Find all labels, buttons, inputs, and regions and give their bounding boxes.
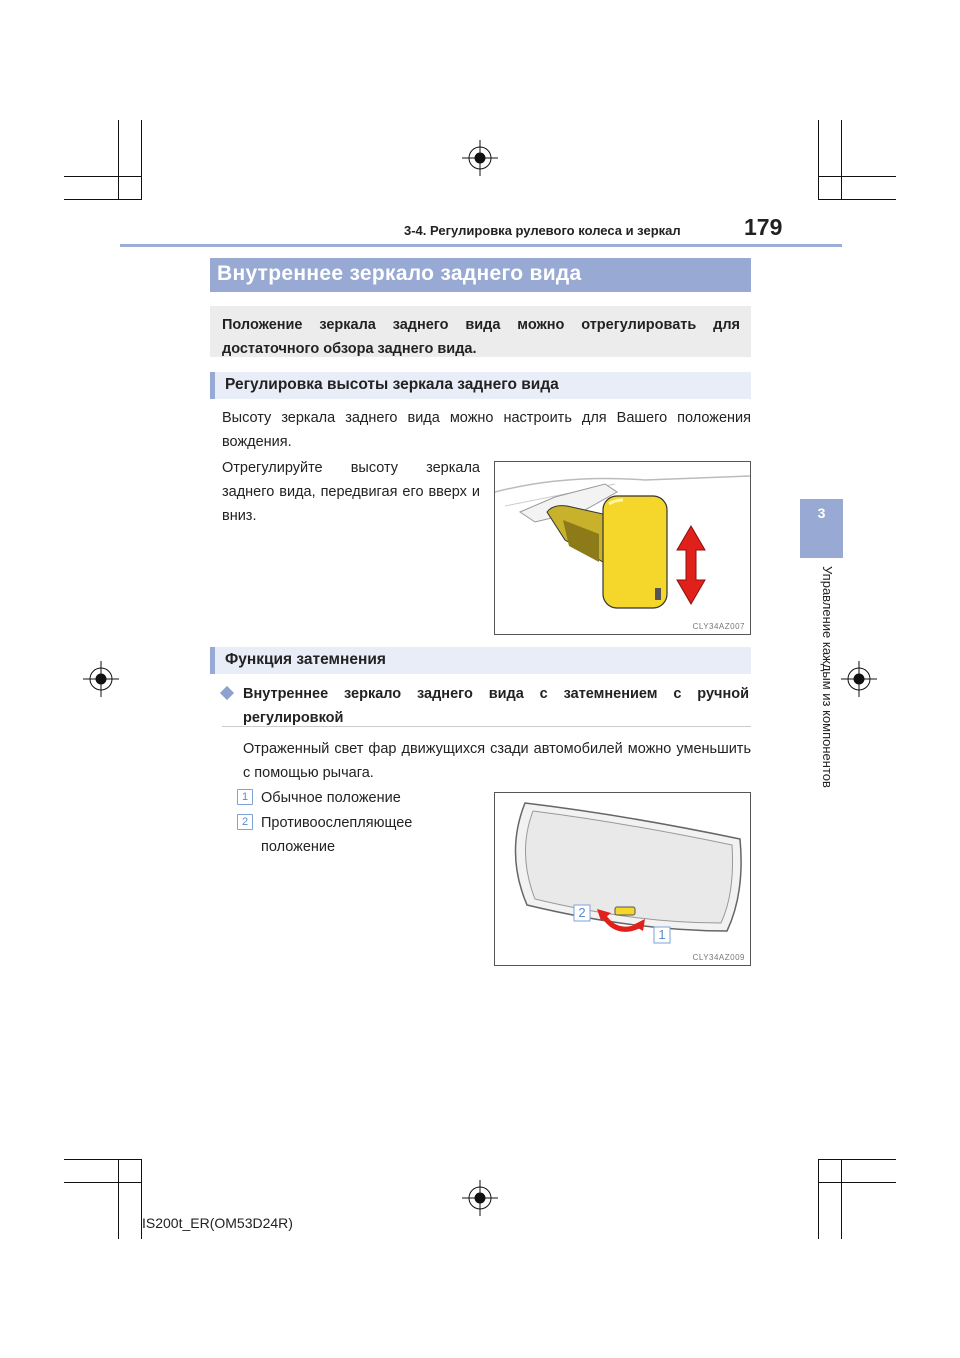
callout-1: 1 bbox=[658, 927, 666, 942]
registration-target-icon bbox=[841, 661, 877, 697]
chapter-side-caption: Управление каждым из компонентов bbox=[820, 566, 835, 788]
page-number: 179 bbox=[744, 214, 783, 240]
figure-code: CLY34AZ007 bbox=[692, 622, 745, 631]
list-item: Обычное положение bbox=[261, 790, 401, 806]
section-intro: Положение зеркала заднего вида можно отрегулировать для достаточного обзора заднего вида. bbox=[222, 317, 740, 357]
chapter-tab-number: 3 bbox=[817, 505, 826, 521]
figure-code: CLY34AZ009 bbox=[692, 953, 745, 962]
mirror-dimming-figure bbox=[494, 792, 751, 966]
up-down-arrow-icon bbox=[677, 526, 705, 604]
document-id: IS200t_ER(OM53D24R) bbox=[142, 1215, 293, 1231]
list-item: Противоослепляющее положение bbox=[261, 815, 413, 855]
header-rule bbox=[120, 244, 842, 247]
dimming-subheading: Внутреннее зеркало заднего вида с затемнением с ручной регулировкой bbox=[243, 686, 749, 726]
height-adjust-heading: Регулировка высоты зеркала заднего вида bbox=[225, 376, 559, 393]
chapter-title: 3-4. Регулировка рулевого колеса и зеркал bbox=[404, 223, 681, 238]
item-number-badge: 1 bbox=[237, 789, 253, 805]
registration-target-icon bbox=[83, 661, 119, 697]
height-adjust-instruction: Отрегулируйте высоту зеркала заднего вида, передвигая его вверх и вниз. bbox=[222, 460, 480, 524]
registration-target-icon bbox=[462, 1180, 498, 1216]
subheading-divider bbox=[222, 726, 751, 727]
height-adjust-text: Высоту зеркала заднего вида можно настроить для Вашего положения вождения. bbox=[222, 410, 751, 450]
dimming-position-list bbox=[237, 786, 477, 858]
mirror-height-illustration bbox=[495, 462, 750, 634]
dimming-heading-bar bbox=[210, 647, 751, 674]
section-intro-box bbox=[210, 306, 751, 357]
mirror-height-figure bbox=[494, 461, 751, 635]
chapter-tab[interactable] bbox=[800, 499, 843, 558]
registration-target-icon bbox=[462, 140, 498, 176]
dimming-text: Отраженный свет фар движущихся сзади автомобилей можно уменьшить с помощью рычага. bbox=[243, 741, 751, 781]
item-number-badge: 2 bbox=[237, 814, 253, 830]
dimming-heading: Функция затемнения bbox=[225, 651, 386, 668]
callout-2: 2 bbox=[578, 905, 586, 920]
height-adjust-heading-bar bbox=[210, 372, 751, 399]
section-title: Внутреннее зеркало заднего вида bbox=[217, 262, 582, 285]
mirror-dimming-illustration bbox=[495, 793, 750, 965]
section-title-bar bbox=[210, 258, 751, 292]
